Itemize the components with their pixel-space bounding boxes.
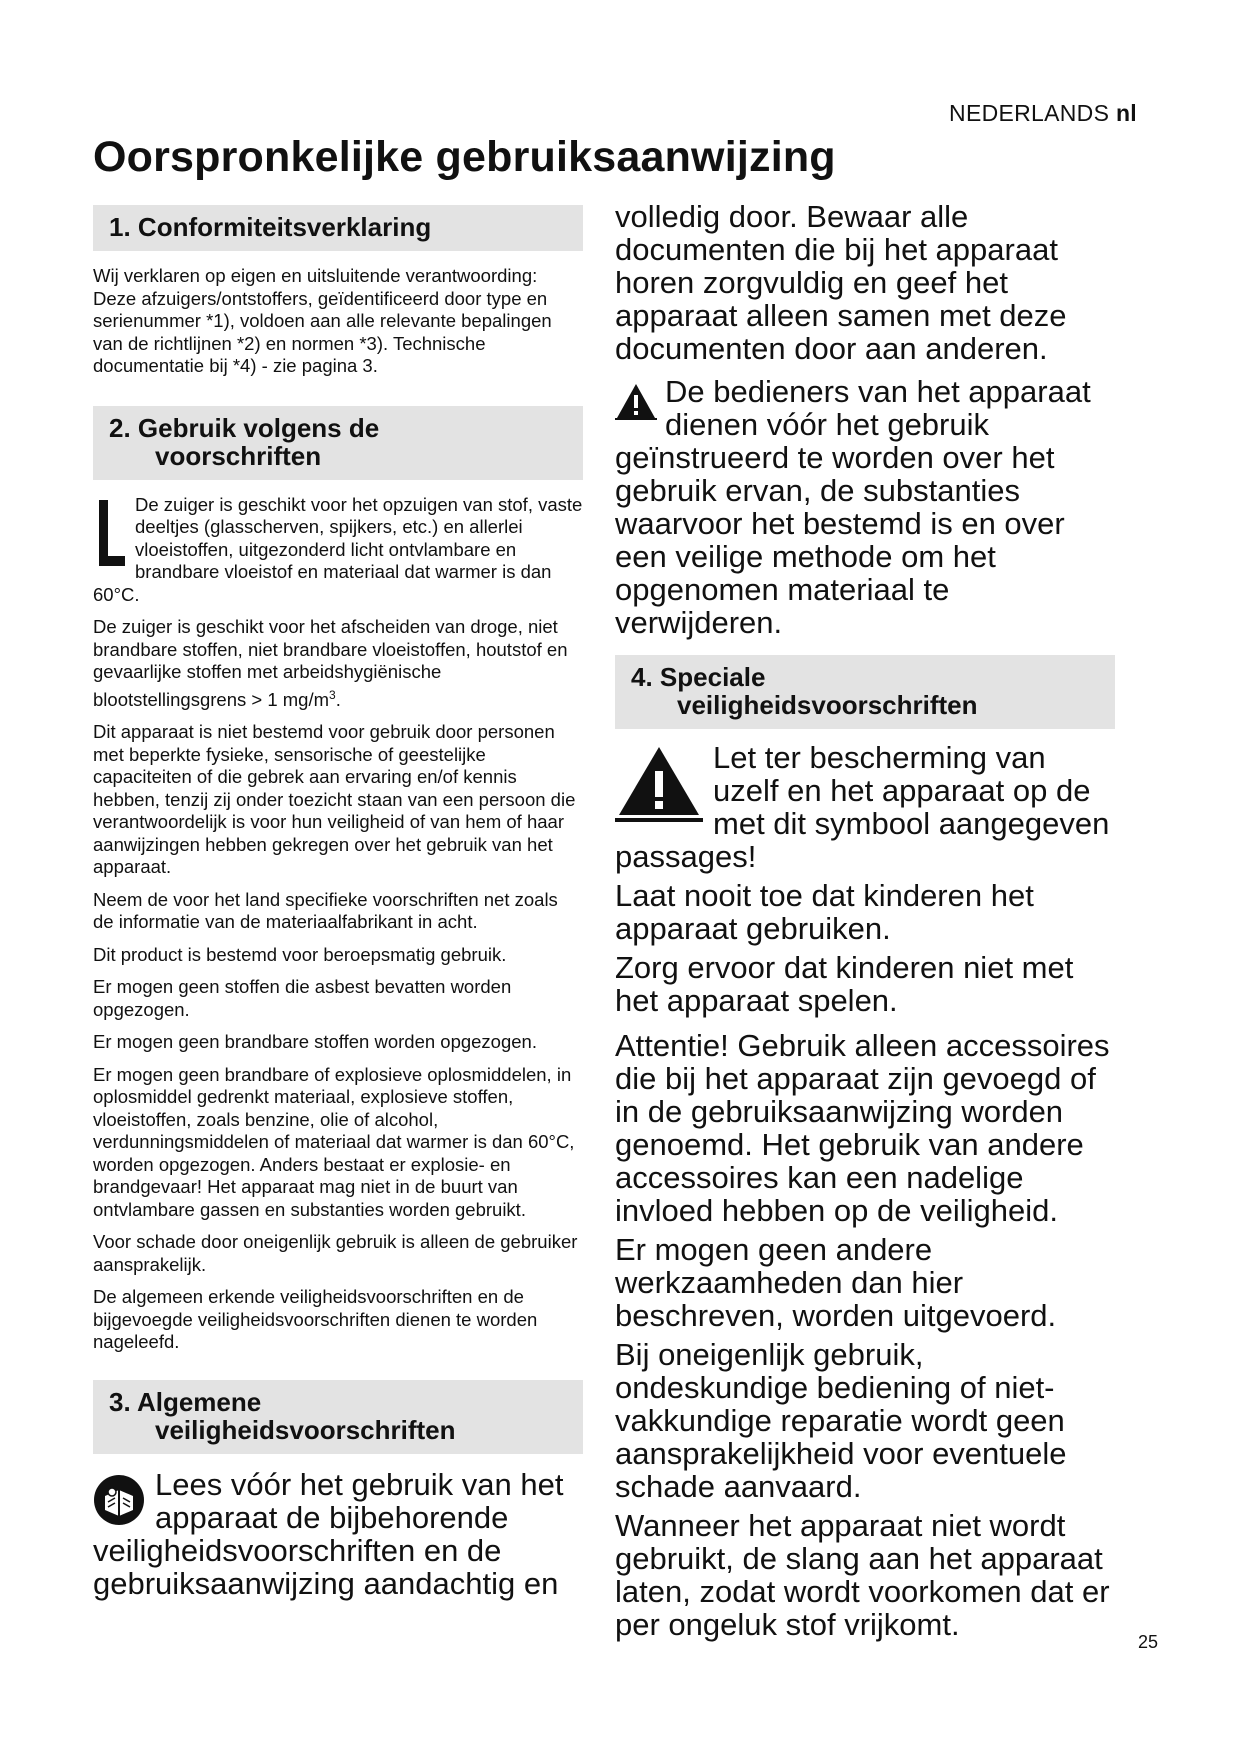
section-number: 4. <box>631 662 653 692</box>
section-4-paragraph-3: Zorg ervoor dat kinderen niet met het apparaat spelen. <box>615 950 1074 1018</box>
section-title-line1: Speciale <box>659 662 766 692</box>
section-4-paragraph-6: Bij oneigenlijk gebruik, ondeskundige bediening of niet-vakkundige reparatie wordt geen aansprakelijkheid voor eventuele schade aanvaard. <box>615 1337 1067 1504</box>
section-4-paragraph-4: Attentie! Gebruik alleen accessoires die bij het apparaat zijn gevoegd of in de gebruiksaanwijzing worden genoemd. Het gebruik van andere accessoires kan een nadelige invloed hebben op de veiligheid. <box>615 1028 1110 1228</box>
dust-class-l-icon <box>93 500 127 568</box>
section-2-paragraph-6: Er mogen geen stoffen die asbest bevatten worden opgezogen. <box>93 976 512 1020</box>
section-2-heading <box>93 406 583 480</box>
section-title-line1: Gebruik volgens de <box>137 412 380 443</box>
section-number: 1. <box>109 212 131 242</box>
section-2-paragraph-8: Er mogen geen brandbare of explosieve oplosmiddelen, in oplosmiddel gedrenkt materiaal, explosieve stoffen, vloeistoffen, zoals benzine, olie of alcohol, verdunningsmiddelen of materiaal dat warmer is dan 60°C, worden opgezogen. Anders bestaat er explosie- en brandgevaar! Het apparaat mag niet in de buurt van ontvlambare gassen en substanties worden gebruikt. <box>93 1063 575 1220</box>
section-2-paragraph-7: Er mogen geen brandbare stoffen worden opgezogen. <box>93 1031 537 1053</box>
section-2-paragraph-9: Voor schade door oneigenlijk gebruik is alleen de gebruiker aansprakelijk. <box>93 1231 578 1275</box>
page-number: 25 <box>1137 1632 1158 1652</box>
section-4-paragraph-1: Let ter bescherming van uzelf en het apparaat op de met dit symbool aangegeven passages! <box>615 740 1110 874</box>
left-column <box>93 205 583 1600</box>
section-4-heading <box>615 655 1115 729</box>
section-1-heading <box>93 205 583 251</box>
section-title-line1: Algemene <box>136 1386 262 1417</box>
section-title-line2: veiligheidsvoorschriften <box>155 1414 456 1445</box>
section-2-paragraph-3: Dit apparaat is niet bestemd voor gebruik door personen met beperkte fysieke, sensorische of geestelijke capaciteiten of die gebrek aan ervaring en/of kennis hebben, tenzij zij onder toezicht staan van een persoon die verantwoordelijk is voor hun veiligheid of van hem of haar aanwijzingen hebben gekregen over het gebruik van het apparaat. <box>93 721 576 878</box>
section-title-line2: veiligheidsvoorschriften <box>677 690 978 720</box>
section-4-paragraph-5: Er mogen geen andere werkzaamheden dan hier beschreven, worden uitgevoerd. <box>615 1232 1057 1333</box>
page-title: Oorspronkelijke gebruiksaanwijzing <box>93 133 836 181</box>
section-3-paragraph-1-continued: volledig door. Bewaar alle documenten die bij het apparaat horen zorgvuldig en geef het apparaat alleen samen met deze documenten door aan anderen. <box>615 199 1067 366</box>
section-2-paragraph-4: Neem de voor het land specifieke voorschriften net zoals de informatie van de materiaalfabrikant in acht. <box>93 888 558 933</box>
section-2-paragraph-5: Dit product is bestemd voor beroepsmatig gebruik. <box>93 943 507 965</box>
warning-icon <box>615 381 657 427</box>
language-name: NEDERLANDS <box>949 100 1110 126</box>
section-number: 3. <box>109 1386 131 1417</box>
section-title-line2: voorschriften <box>155 440 322 471</box>
read-manual-icon <box>93 1474 145 1532</box>
section-2-paragraph-2: De zuiger is geschikt voor het afscheiden van droge, niet brandbare stoffen, niet brandbare vloeistoffen, houtstof en gevaarlijke stoffen met arbeidshygiënische blootstellingsgrens > 1 $mg/m^3$. <box>93 616 568 710</box>
section-number: 2. <box>109 412 131 443</box>
section-4-paragraph-2: Laat nooit toe dat kinderen het apparaat gebruiken. <box>615 878 1034 946</box>
right-column <box>615 200 1115 1647</box>
section-4-paragraph-7: Wanneer het apparaat niet wordt gebruikt, de slang aan het apparaat laten, zodat wordt voorkomen dat er per ongeluk stof vrijkomt. <box>615 1508 1110 1642</box>
section-3-paragraph-1-start: Lees vóór het gebruik van het apparaat de bijbehorende veiligheidsvoorschriften en de gebruiksaanwijzing aandachtig en <box>93 1466 564 1601</box>
section-1-paragraph: Wij verklaren op eigen en uitsluitende verantwoording: Deze afzuigers/ontstoffers, geïdentificeerd door type en serienummer *1), voldoen aan alle relevante bepalingen van de richtlijnen *2) en normen *3). Technische documentatie bij *4) - zie pagina 3. <box>93 265 552 376</box>
warning-icon-large <box>615 743 703 829</box>
section-3-paragraph-2: De bedieners van het apparaat dienen vóór het gebruik geïnstrueerd te worden over het gebruik ervan, de substanties waarvoor het bestemd is en over een veilige methode om het opgenomen materiaal te verwijderen. <box>615 374 1091 640</box>
section-2-paragraph-10: De algemeen erkende veiligheidsvoorschriften en de bijgevoegde veiligheidsvoorschriften dienen te worden nageleefd. <box>93 1286 538 1353</box>
language-label <box>949 100 1137 127</box>
section-2-paragraph-1: De zuiger is geschikt voor het opzuigen van stof, vaste deeltjes (glasscherven, spijkers, etc.) en allerlei vloeistoffen, uitgezonderd licht ontvlambare en brandbare vloeistof en materiaal dat warmer is dan 60°C. <box>93 493 583 605</box>
language-code: nl <box>1115 100 1137 126</box>
section-3-heading <box>93 1380 583 1454</box>
section-title: Conformiteitsverklaring <box>137 212 432 242</box>
